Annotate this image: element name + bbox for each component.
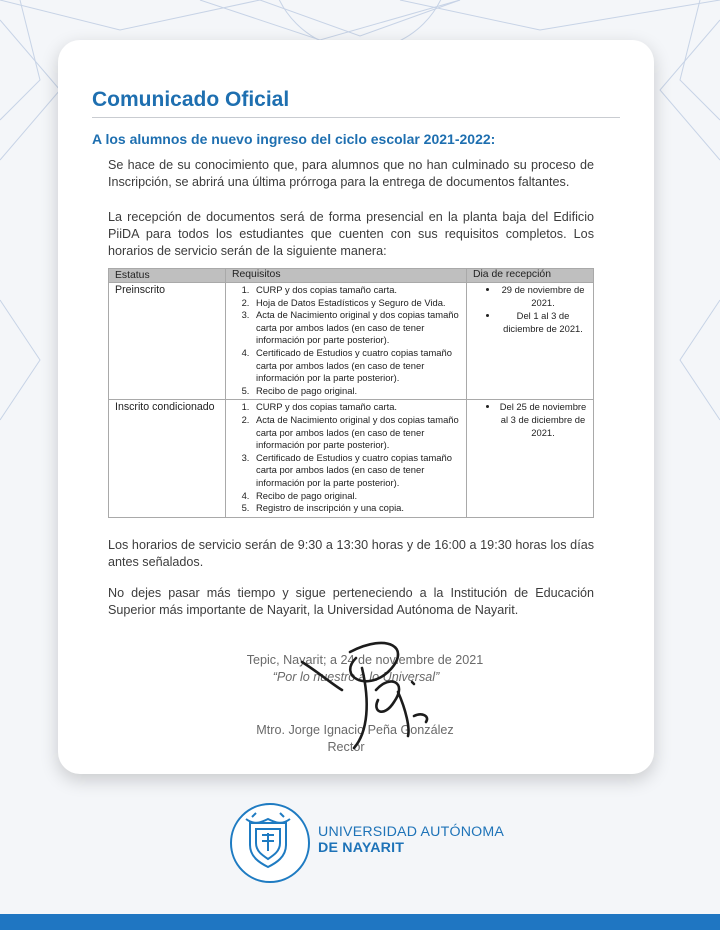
table-header-row [109,269,594,283]
reception-date: • Del 1 al 3 de diciembre de 2021. [499,310,587,335]
signer-role: Rector [327,740,365,754]
requirement-item: 3. Acta de Nacimiento original y dos copias tamaño carta por ambos lados (en caso de tener información por parte posterior). [252,309,460,347]
audience-heading: A los alumnos de nuevo ingreso del ciclo escolar 2021-2022: [92,131,496,147]
university-name-line1: UNIVERSIDAD AUTÓNOMA [318,824,505,840]
requirements-table [108,268,594,518]
paragraph-closing: No dejes pasar más tiempo y sigue perteneciendo a la Institución de Educación Superior más importante de Nayarit, la Universidad Autónoma de Nayarit. [108,586,594,617]
requirement-item: 5. Registro de inscripción y una copia. [252,502,460,515]
requirements-cell [226,283,467,400]
requirement-item: 1. CURP y dos copias tamaño carta. [252,401,460,414]
crest-icon [236,809,300,873]
paragraph-reception: La recepción de documentos será de forma presencial en la planta baja del Edificio PiiDA para todos los estudiantes que cuenten con sus requisitos completos. Los horarios de servicio serán de la siguiente manera: [108,210,594,258]
footer-bar [0,914,720,930]
place-date: Tepic, Nayarit; a 24 de noviembre de 2021 [246,653,484,667]
requirement-item: 4. Recibo de pago original. [252,490,460,503]
paragraph-extension: Se hace de su conocimiento que, para alumnos que no han culminado su proceso de Inscripción, se abrirá una última prórroga para la entrega de documentos faltantes. [108,158,594,189]
university-name-line2: DE NAYARIT [318,840,405,856]
requirement-item: 2. Acta de Nacimiento original y dos copias tamaño carta por ambos lados (en caso de tener información por parte posterior). [252,414,460,452]
requirements-cell [226,400,467,517]
table-row [109,283,594,400]
requirement-item: 3. Certificado de Estudios y cuatro copias tamaño carta por ambos lados (en caso de tener información por la parte posterior). [252,452,460,490]
university-name [318,824,504,856]
reception-date: • Del 25 de noviembre al 3 de diciembre de 2021. [499,401,587,439]
title-divider [92,117,620,118]
status-cell: Preinscrito [109,283,226,400]
reception-date-cell [467,400,594,517]
signer-name: Mtro. Jorge Ignacio Peña González [256,723,454,737]
page-title: Comunicado Oficial [92,88,290,111]
paragraph-hours: Los horarios de servicio serán de 9:30 a 13:30 horas y de 16:00 a 19:30 horas los días antes señalados. [108,538,594,569]
signature [238,632,450,762]
requirement-item: 1. CURP y dos copias tamaño carta. [252,284,460,297]
header-requirements: Requisitos [226,269,467,283]
header-reception-day: Dia de recepción [467,269,594,283]
reception-date: • 29 de noviembre de 2021. [499,284,587,309]
table-row [109,400,594,517]
status-cell: Inscrito condicionado [109,400,226,517]
header-status: Estatus [109,269,226,283]
requirement-item: 4. Certificado de Estudios y cuatro copias tamaño carta por ambos lados (en caso de tener información por la parte posterior). [252,347,460,385]
requirement-item: 5. Recibo de pago original. [252,385,460,398]
reception-date-cell [467,283,594,400]
motto: “Por lo nuestro a lo Universal” [272,670,440,684]
requirement-item: 2. Hoja de Datos Estadísticos y Seguro de Vida. [252,297,460,310]
